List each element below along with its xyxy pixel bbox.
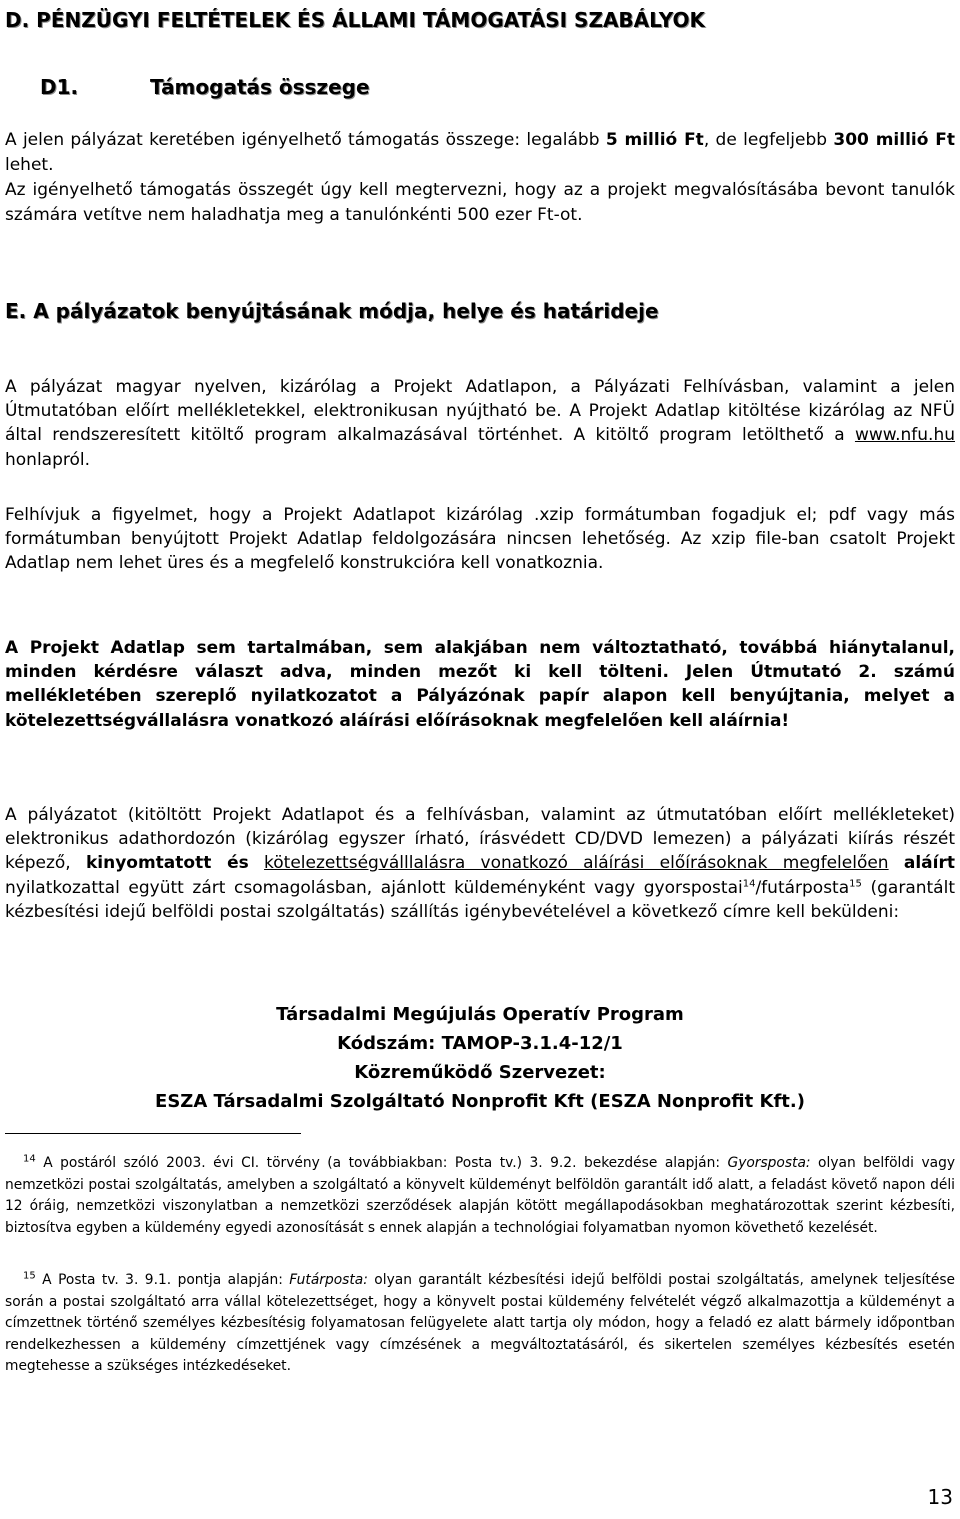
text: A jelen pályázat keretében igényelhető támogatás összege: legalább bbox=[5, 130, 606, 150]
emphasis: aláírt bbox=[903, 853, 955, 874]
nfu-link[interactable]: www.nfu.hu bbox=[854, 425, 955, 446]
address-line-2: Kódszám: TAMOP-3.1.4-12/1 bbox=[337, 1033, 623, 1054]
text: /futárposta bbox=[755, 877, 850, 898]
section-heading-e: E. A pályázatok benyújtásának módja, helye és határideje bbox=[5, 299, 659, 323]
footnote-ref-14[interactable]: 14 bbox=[742, 877, 756, 889]
e-paragraph-4 bbox=[5, 803, 955, 924]
e-paragraph-3: A Projekt Adatlap sem tartalmában, sem alakjában nem változtatható, továbbá hiánytalanul, minden kérdésre választ adva, minden mezőt ki kell tölteni. Jelen Útmutató 2. számú mellékletében szereplő nyilatkozatot a Pályázónak papír alapon kell benyújtania, melyet a kötelezettségvállalásra vonatkozó aláírási előírásoknak megfelelően kell aláírnia! bbox=[5, 638, 955, 731]
address-line-3: Közreműködő Szervezet: bbox=[354, 1062, 606, 1083]
e-paragraph-2: Felhívjuk a figyelmet, hogy a Projekt Adatlapot kizárólag .xzip formátumban fogadjuk el; pdf vagy más formátumban benyújtott Projekt Adatlap feldolgozására nincsen lehetőség. Az xzip file-ban csatolt Projekt Adatlap nem lehet üres és a megfelelő konstrukcióra kell vonatkoznia. bbox=[5, 505, 955, 574]
d1-paragraph bbox=[5, 128, 955, 228]
footnote-ref-15[interactable]: 15 bbox=[849, 877, 862, 889]
text: lehet. bbox=[5, 155, 54, 175]
text: A Posta tv. 3. 9.1. pontja alapján: bbox=[35, 1272, 290, 1288]
footnote-14 bbox=[5, 1153, 955, 1239]
max-amount: 300 millió Ft bbox=[833, 130, 955, 150]
page-number: 13 bbox=[927, 1485, 953, 1509]
footnote-15 bbox=[5, 1270, 955, 1378]
text: A postáról szóló 2003. évi CI. törvény (a továbbiakban: Posta tv.) 3. 9.2. bekezdése alapján: bbox=[35, 1155, 728, 1171]
section-heading-d1 bbox=[40, 73, 370, 101]
text: (garantált kézbesítési idejű belföldi postai szolgáltatás) szállítás igénybevételével a következő címre kell beküldeni: bbox=[5, 877, 955, 922]
emphasis: kinyomtatott és bbox=[85, 853, 249, 874]
min-amount: 5 millió Ft bbox=[605, 130, 704, 150]
section-heading-d: D. PÉNZÜGYI FELTÉTELEK ÉS ÁLLAMI TÁMOGATÁSI SZABÁLYOK bbox=[5, 8, 706, 32]
e-paragraph-1 bbox=[5, 375, 955, 472]
text: A pályázatot (kitöltött Projekt Adatlapot és a felhívásban, valamint az útmutatóban előírt mellékleteket) elektronikus adathordozón (kizárólag egyszer írható, írásvédett CD/DVD lemezen) a pályázati kiírás részét képező, bbox=[5, 805, 955, 874]
text: olyan garantált kézbesítési idejű belföldi postai szolgáltatás, amelynek teljesítése során a postai szolgáltató arra vállal kötelezettséget, hogy a könyvelt postai küldemény felvételét végző alkalmazottja a küldeményt a címzettnek történő személyes kézbesítésig folyamatosan felügyelete alatt tartja oly módon, hogy a feladó ez alatt bármely időpontban rendelkezhessen a küldemény címzettjének vagy címzésének a megváltoztatásáról, és sikertelen személyes kézbesítés esetén megtehesse a szükséges intézkedéseket. bbox=[5, 1272, 956, 1374]
text: olyan belföldi vagy nemzetközi postai szolgáltatás, amelyben a szolgáltató a könyvelt küldeményt belföldön garantált idő alatt, a feladást követő napon déli 12 óráig, nemzetközi viszonylatban a nemzetközi szerződések alapján kötött megállapodásokban meghatározottak szerint kézbesíti, biztosítva egyben a küldemény egyedi azonosítását s ennek alapján a technológiai folyamatban nyomon követhető kezelését. bbox=[5, 1155, 955, 1236]
address-line-1: Társadalmi Megújulás Operatív Program bbox=[276, 1004, 684, 1025]
footnote-number: 15 bbox=[23, 1270, 36, 1282]
text: Az igényelhető támogatás összegét úgy kell megtervezni, hogy az a projekt megvalósításába bevont tanulók számára vetítve nem haladhatja meg a tanulónkénti 500 ezer Ft-ot. bbox=[5, 180, 955, 225]
term: Gyorsposta: bbox=[727, 1155, 811, 1171]
term: Futárposta: bbox=[289, 1272, 368, 1288]
text: A pályázat magyar nyelven, kizárólag a Projekt Adatlapon, a Pályázati Felhívásban, valamint a jelen Útmutatóban előírt mellékletekkel, elektronikusan nyújtható be. A Projekt Adatlap kitöltése kizárólag az NFÜ által rendszeresített kitöltő program alkalmazásával történhet. A kitöltő program letölthető a bbox=[5, 377, 955, 446]
text: nyilatkozattal együtt zárt csomagolásban, ajánlott küldeményként vagy gyorspostai bbox=[5, 877, 743, 898]
address-line-4: ESZA Társadalmi Szolgáltató Nonprofit Kft (ESZA Nonprofit Kft.) bbox=[155, 1091, 805, 1112]
underlined-text: kötelezettségválllalásra vonatkozó aláírási előírásoknak megfelelően bbox=[264, 853, 889, 874]
footnote-separator bbox=[5, 1133, 301, 1134]
section-title: Támogatás összege bbox=[150, 75, 370, 99]
section-number: D1. bbox=[40, 75, 79, 99]
text: honlapról. bbox=[5, 449, 91, 470]
footnote-number: 14 bbox=[23, 1153, 36, 1165]
text: , de legfeljebb bbox=[703, 130, 834, 150]
